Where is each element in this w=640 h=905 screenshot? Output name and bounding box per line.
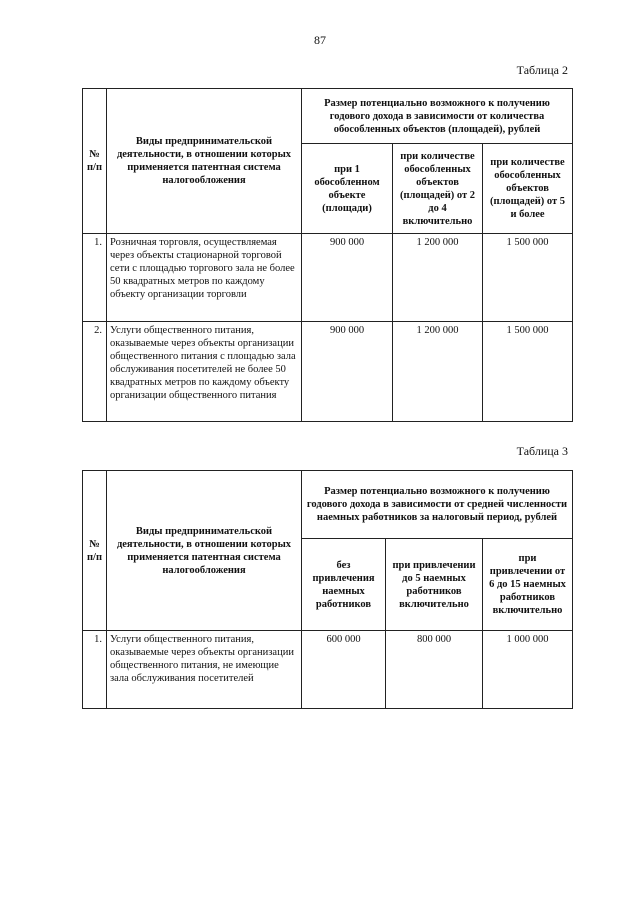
row-description: Розничная торговля, осуществляемая через объекты стационарной торговой сети с площадью торгового зала не более 50 квадратных метров по каждому объекту организации торговли: [107, 234, 302, 322]
row-description: Услуги общественного питания, оказываемые через объекты организации общественного питания, не имеющие зала обслуживания посетителей: [107, 631, 302, 709]
header-col-2: при количестве обособленных объектов (площадей) от 2 до 4 включительно: [393, 144, 483, 234]
row-description: Услуги общественного питания, оказываемые через объекты организации общественного питания с площадью зала обслуживания посетителей не более 50 квадратных метров по каждому объекту организации общественного питания: [107, 322, 302, 422]
row-value: 900 000: [302, 322, 393, 422]
row-value: 600 000: [302, 631, 386, 709]
page-number: 87: [314, 33, 326, 47]
table-2: [82, 88, 573, 422]
header-col-2: при привлечении до 5 наемных работников включительно: [386, 539, 483, 631]
header-num: № п/п: [83, 89, 107, 234]
table-row: [83, 234, 573, 322]
table-row: [83, 631, 573, 709]
header-income-group: Размер потенциально возможного к получению годового дохода в зависимости от количества обособленных объектов (площадей), рублей: [302, 89, 573, 144]
row-value: 800 000: [386, 631, 483, 709]
table-2-label: Таблица 2: [516, 63, 568, 77]
row-value: 1 200 000: [393, 322, 483, 422]
header-col-3: при привлечении от 6 до 15 наемных работников включительно: [483, 539, 573, 631]
row-num: 2.: [83, 322, 107, 422]
header-activity-type: Виды предпринимательской деятельности, в отношении которых применяется патентная система налогообложения: [107, 471, 302, 631]
header-col-3: при количестве обособленных объектов (площадей) от 5 и более: [483, 144, 573, 234]
table-3-label: Таблица 3: [516, 444, 568, 458]
header-col-1: при 1 обособленном объекте (площади): [302, 144, 393, 234]
row-num: 1.: [83, 234, 107, 322]
row-num: 1.: [83, 631, 107, 709]
table-3: [82, 470, 573, 709]
table-row: [83, 322, 573, 422]
row-value: 1 500 000: [483, 322, 573, 422]
row-value: 1 500 000: [483, 234, 573, 322]
row-value: 1 200 000: [393, 234, 483, 322]
row-value: 1 000 000: [483, 631, 573, 709]
row-value: 900 000: [302, 234, 393, 322]
header-income-group: Размер потенциально возможного к получению годового дохода в зависимости от средней численности наемных работников за налоговый период, рублей: [302, 471, 573, 539]
header-num: № п/п: [83, 471, 107, 631]
header-col-1: без привлечения наемных работников: [302, 539, 386, 631]
header-activity-type: Виды предпринимательской деятельности, в отношении которых применяется патентная система налогообложения: [107, 89, 302, 234]
